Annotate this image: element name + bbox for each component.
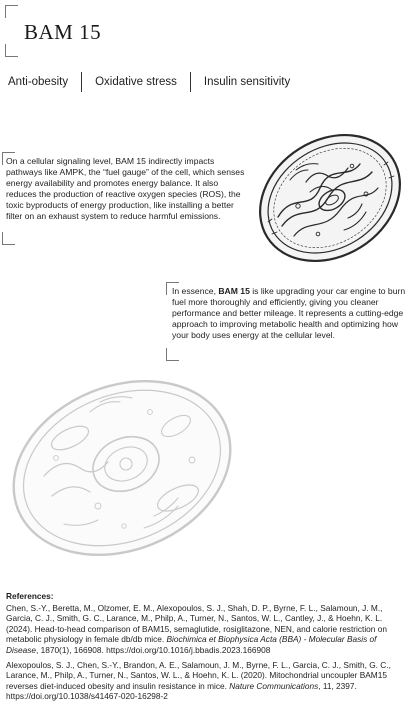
reference-1-text: Chen, S.-Y., Beretta, M., Olzomer, E. M., Alexopoulos, S. J., Shah, D. P., Byrne, F. L., Salamoun, J. M., Garcia, C. J., Smith, G. C., Larance, M., Philp, A., Turner, N., Santos, W. L., Cantley, J., & Hoehn, K. L. (2024). Head-to-head comparison of BAM15, semaglutide, rosiglitazone, NEN, and calorie restriction on metabolic physiology in female db/db mice. [6,602,387,645]
paragraph1-bracket-bottom [2,232,15,245]
page-title: BAM 15 [24,20,102,44]
reference-item [6,660,410,702]
paragraph-summary-bold: BAM 15 [218,286,250,296]
references [6,591,410,706]
tag-divider [190,72,191,92]
tag-divider [81,72,82,92]
reference-2-journal: Nature Communications [229,680,319,691]
tag-row [0,73,416,91]
tag-oxidative-stress: Oxidative stress [95,76,177,88]
paragraph-summary-lead: In essence, [172,286,219,296]
reference-2-text: Alexopoulos, S. J., Chen, S.-Y., Brandon, A. E., Salamoun, J. M., Byrne, F. L., Garcia, C. J., Smith, G. C., Larance, M., Philp, A., Turner, N., Santos, W. L., & Hoehn, K. L. (2020). Mitochondrial uncoupler BAM15 reverses diet-induced obesity and insulin resistance in mice. [6,659,391,691]
references-heading: References: [6,591,54,601]
tag-anti-obesity: Anti-obesity [8,76,69,88]
paragraph-summary-rest: is like upgrading your car engine to burn fuel more thoroughly and efficiently, giving you cleaner performance and better mileage. It represents a cutting-edge approach to improving metabolic health and optimizing how your body uses energy at the cellular level. [172,286,406,340]
paragraph-ampk-ros: On a cellular signaling level, BAM 15 indirectly impacts pathways like AMPK, the “fuel gauge” of the cell, which senses energy availability and promotes energy balance. It also reduces the production of reactive oxygen species (ROS), the toxic byproducts of energy production, like installing a better filter on an exhaust system to reduce harmful emissions. [6,156,245,221]
cell-sketch-faded-icon [4,356,244,574]
title-bracket-bottom [5,44,18,57]
reference-1-journal: Biochimica et Biophysica Acta (BBA) - Molecular Basis of Disease [6,634,377,655]
reference-1-tail: , 1870(1), 166908. https://doi.org/10.1016/j.bbadis.2023.166908 [35,644,271,655]
mitochondrion-sketch-icon [248,122,413,272]
reference-2-tail: , 11, 2397. https://doi.org/10.1038/s41467-020-16298-2 [6,680,357,702]
reference-item [6,603,410,656]
paragraph-summary [172,286,408,341]
title-bracket-top [5,5,18,18]
tag-insulin-sensitivity: Insulin sensitivity [203,76,291,88]
